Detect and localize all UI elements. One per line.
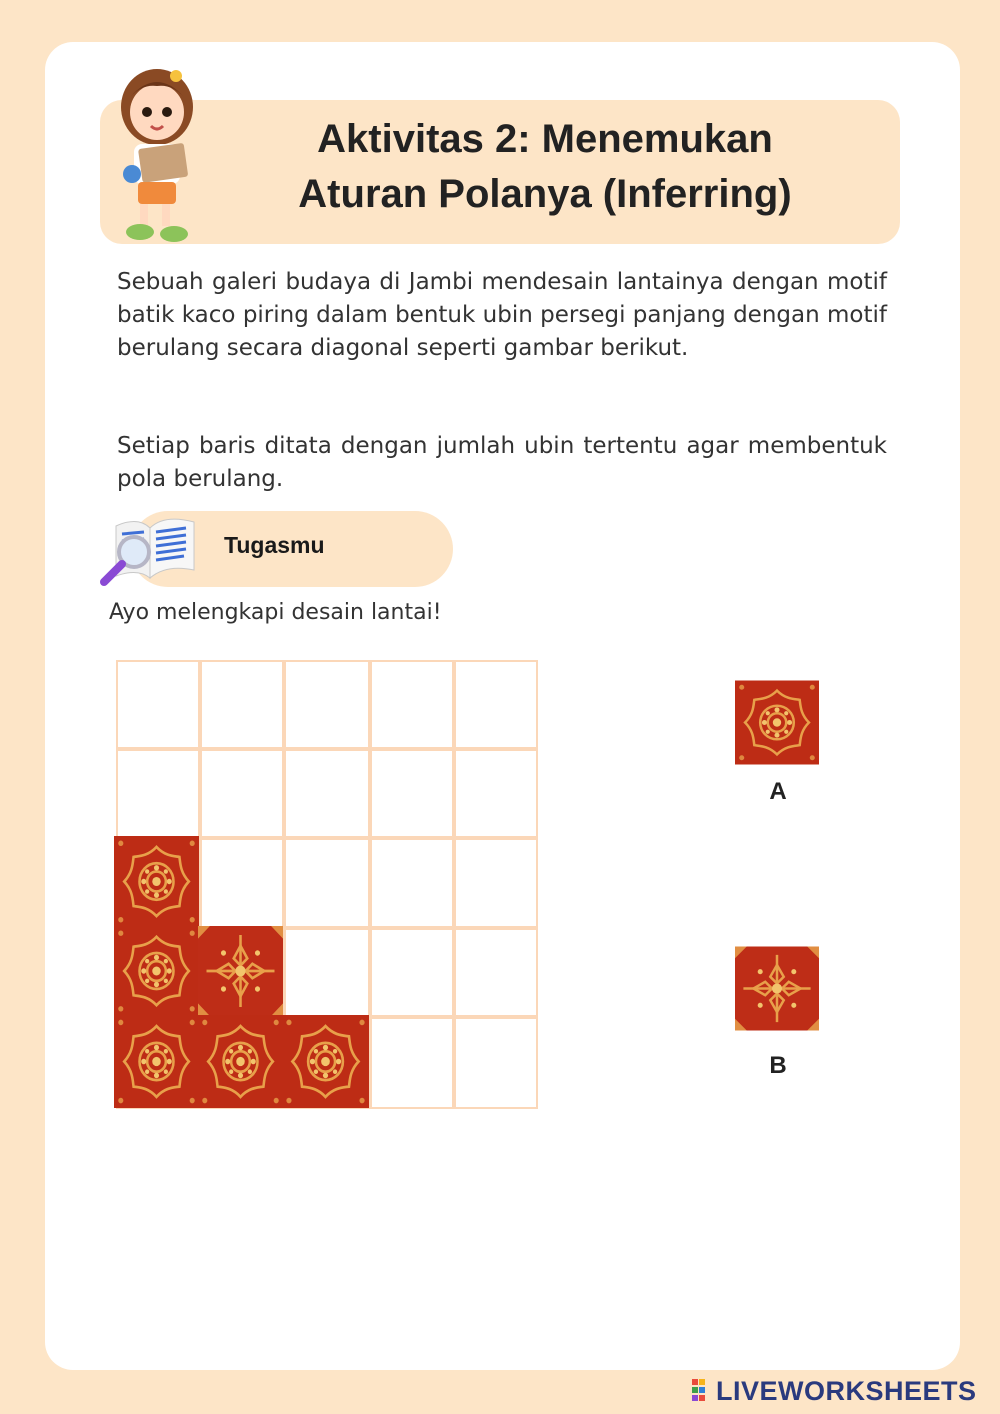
instruction-text: Ayo melengkapi desain lantai!: [109, 600, 442, 625]
rule-paragraph: Setiap baris ditata dengan jumlah ubin tertentu agar membentuk pola berulang.: [117, 433, 887, 492]
grid-cell[interactable]: [200, 660, 284, 749]
placed-tile-a: [114, 836, 199, 927]
book-magnifier-icon: [98, 508, 203, 590]
grid-cell[interactable]: [454, 928, 538, 1017]
option-label-b: B: [769, 1052, 787, 1079]
placed-tile-a: [114, 926, 199, 1016]
grid-cell[interactable]: [284, 749, 370, 838]
floor-design-grid: [116, 660, 538, 1109]
liveworksheets-brand[interactable]: [692, 1374, 977, 1408]
grid-cell[interactable]: [370, 660, 454, 749]
brand-text: LIVEWORKSHEETS: [716, 1375, 977, 1406]
page-title: [200, 112, 890, 222]
task-label: Tugasmu: [224, 532, 325, 558]
grid-cell[interactable]: [200, 838, 284, 928]
grid-cell[interactable]: [116, 749, 200, 838]
girl-illustration: [102, 62, 212, 247]
title-line-1: Aktivitas 2: Menemukan: [317, 117, 773, 161]
placed-tile-a: [282, 1015, 369, 1108]
grid-cell[interactable]: [370, 1017, 454, 1109]
grid-cell[interactable]: [454, 838, 538, 928]
grid-cell[interactable]: [454, 660, 538, 749]
grid-cell[interactable]: [284, 928, 370, 1017]
grid-cell[interactable]: [454, 1017, 538, 1109]
option-tile-b[interactable]: [735, 944, 819, 1033]
intro-paragraph: Sebuah galeri budaya di Jambi mendesain lantainya dengan motif batik kaco piring dalam bentuk ubin persegi panjang dengan motif berulang secara diagonal seperti gambar berikut.: [117, 269, 887, 361]
grid-cell[interactable]: [370, 749, 454, 838]
placed-tile-a: [114, 1015, 199, 1108]
grid-cell[interactable]: [370, 928, 454, 1017]
grid-cell[interactable]: [116, 660, 200, 749]
grid-cell[interactable]: [454, 749, 538, 838]
grid-cell[interactable]: [200, 749, 284, 838]
grid-cell[interactable]: [370, 838, 454, 928]
option-label-a: A: [769, 778, 787, 805]
title-line-2: Aturan Polanya (Inferring): [298, 172, 792, 216]
option-tile-a[interactable]: [735, 678, 819, 767]
grid-cell[interactable]: [284, 838, 370, 928]
placed-tile-b: [198, 926, 283, 1016]
placed-tile-a: [198, 1015, 283, 1108]
liveworksheets-logo-icon: [692, 1379, 712, 1403]
grid-cell[interactable]: [284, 660, 370, 749]
